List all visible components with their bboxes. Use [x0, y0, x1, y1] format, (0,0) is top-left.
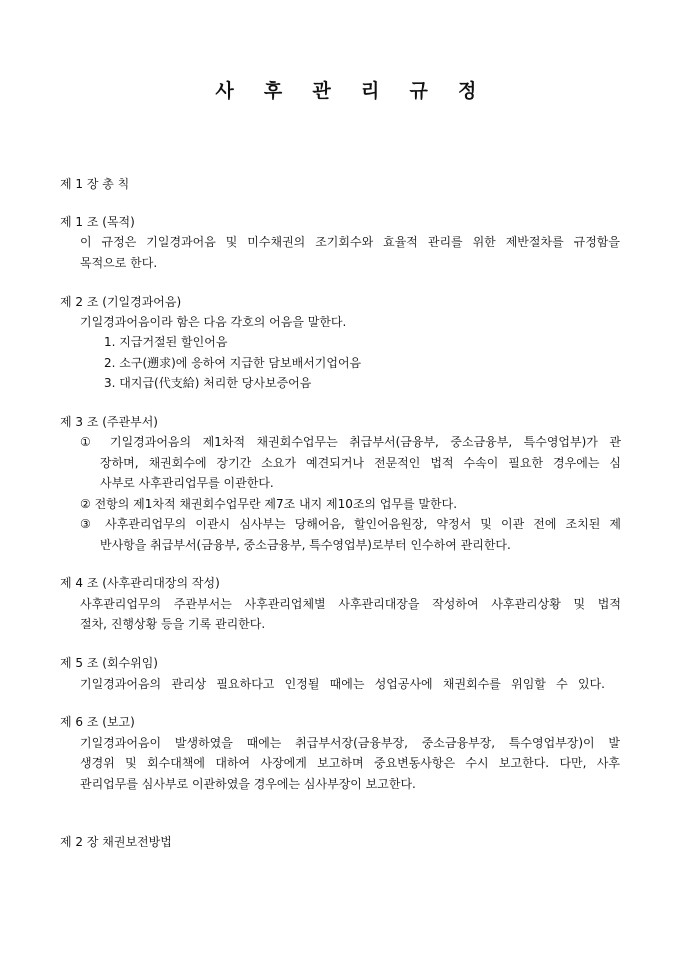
article-5-line: 기일경과어음의 관리상 필요하다고 인정될 때에는 성업공사에 채권회수를 위임할 수 있다.	[80, 677, 605, 691]
article-1-line: 목적으로 한다.	[80, 256, 158, 270]
article-4-line: 절차, 진행상황 등을 기록 관리한다.	[80, 617, 266, 631]
article-2-heading: 제 2 조 (기일경과어음)	[60, 295, 182, 309]
chapter-1-heading: 제 1 장 총 칙	[60, 177, 130, 191]
article-3-line: 사부로 사후관리업무를 이관한다.	[100, 476, 274, 490]
article-6-heading: 제 6 조 (보고)	[60, 715, 135, 729]
article-3-line: ② 전항의 제1차적 채권회수업무란 제7조 내지 제10조의 업무를 말한다.	[80, 497, 458, 511]
article-3-line: ① 기일경과어음의 제1차적 채권회수업무는 취급부서(금융부, 중소금융부, 특수영업부)가 관	[80, 435, 621, 449]
article-1-heading: 제 1 조 (목적)	[60, 215, 135, 229]
article-4-heading: 제 4 조 (사후관리대장의 작성)	[60, 576, 220, 590]
article-3-heading: 제 3 조 (주관부서)	[60, 415, 158, 429]
article-5-heading: 제 5 조 (회수위임)	[60, 656, 158, 670]
article-3-line: 반사항을 취급부서(금융부, 중소금융부, 특수영업부)로부터 인수하여 관리한다.	[100, 538, 511, 552]
article-1-line: 이 규정은 기일경과어음 및 미수채권의 조기회수와 효율적 관리를 위한 제반절차를 규정함을	[80, 235, 620, 249]
article-6-line: 기일경과어음이 발생하였을 때에는 취급부서장(금융부장, 중소금융부장, 특수영업부장)이 발	[80, 736, 620, 750]
article-6-line: 생경위 및 회수대책에 대하여 사장에게 보고하며 중요변동사항은 수시 보고한다. 다만, 사후	[80, 756, 620, 770]
article-4-line: 사후관리업무의 주관부서는 사후관리업체별 사후관리대장을 작성하여 사후관리상황 및 법적	[80, 597, 621, 611]
article-2-item: 1. 지급거절된 할인어음	[104, 335, 228, 349]
article-6-line: 관리업무를 심사부로 이관하였을 경우에는 심사부장이 보고한다.	[80, 777, 416, 791]
article-2-line: 기일경과어음이라 함은 다음 각호의 어음을 말한다.	[80, 315, 347, 329]
article-2-item: 2. 소구(遡求)에 응하여 지급한 담보배서기업어음	[104, 356, 362, 370]
article-3-line: 장하며, 채권회수에 장기간 소요가 예견되거나 전문적인 법적 수속이 필요한 경우에는 심	[100, 456, 621, 470]
document-title: 사 후 관 리 규 정	[215, 80, 489, 102]
article-2-item: 3. 대지급(代支給) 처리한 당사보증어음	[104, 376, 312, 390]
article-3-line: ③ 사후관리업무의 이관시 심사부는 당해어음, 할인어음원장, 약정서 및 이관 전에 조치된 제	[80, 517, 621, 531]
chapter-2-heading: 제 2 장 채권보전방법	[60, 835, 172, 849]
